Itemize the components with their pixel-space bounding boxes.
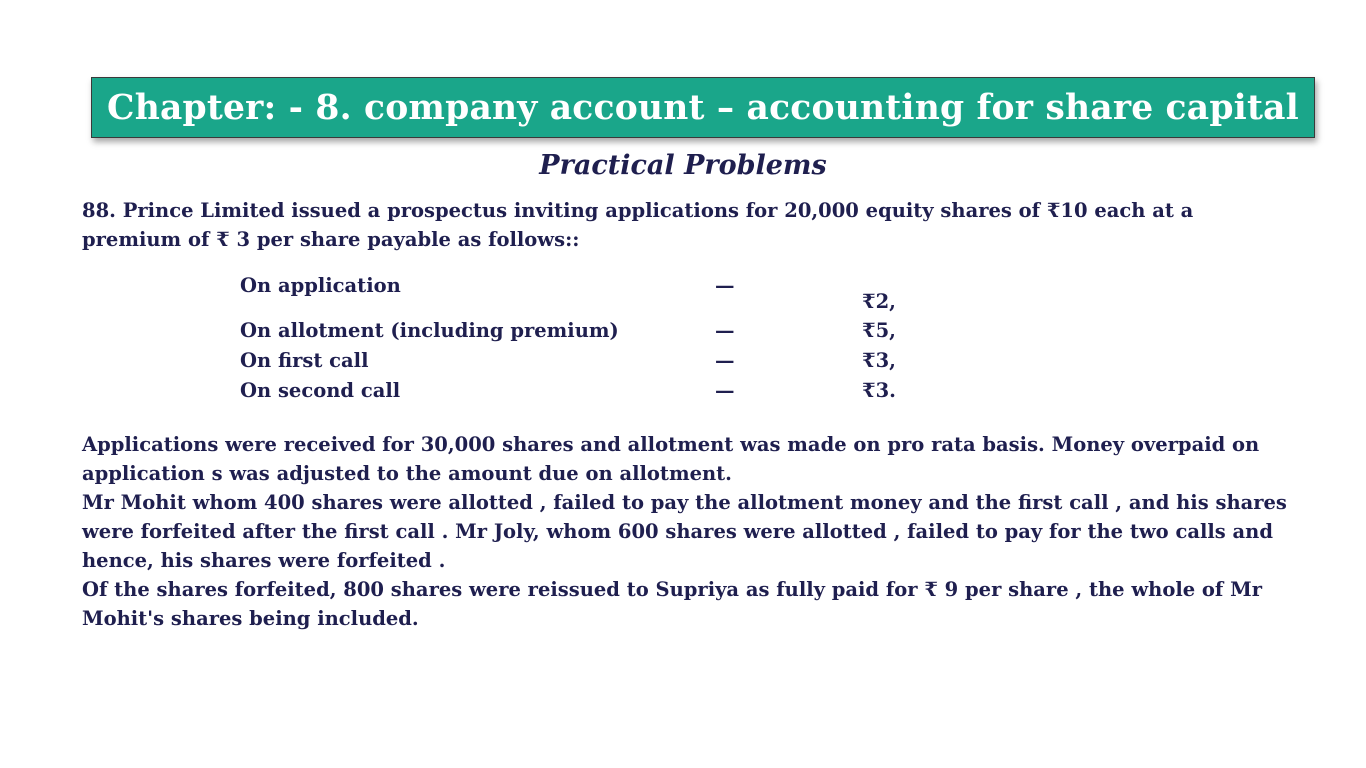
schedule-amount: ₹3, [862, 349, 896, 372]
schedule-dash: — [715, 274, 735, 297]
schedule-dash: — [715, 319, 735, 342]
schedule-label: On application [240, 274, 401, 297]
schedule-dash: — [715, 379, 735, 402]
problem-body [82, 430, 1297, 633]
schedule-row-application [240, 274, 940, 319]
paragraph-reissue: Of the shares forfeited, 800 shares were reissued to Supriya as fully paid for ₹ 9 per share , the whole of Mr Mohit's shares being included. [82, 578, 1262, 630]
section-subtitle: Practical Problems [539, 150, 827, 181]
schedule-row-allotment [240, 319, 940, 349]
schedule-label: On second call [240, 379, 401, 402]
schedule-row-second-call [240, 379, 940, 409]
paragraph-applications: Applications were received for 30,000 shares and allotment was made on pro rata basis. Money overpaid on application s was adjusted to the amount due on allotment. [82, 433, 1260, 485]
schedule-dash: — [715, 349, 735, 372]
schedule-amount: ₹5, [862, 319, 896, 342]
payment-schedule [240, 274, 940, 409]
schedule-amount: ₹2, [862, 290, 896, 313]
paragraph-forfeiture: Mr Mohit whom 400 shares were allotted , failed to pay the allotment money and the first call , and his shares were forfeited after the first call . Mr Joly, whom 600 shares were allotted , failed to pay for the two calls and hence, his shares were forfeited . [82, 491, 1287, 572]
problem-intro: 88. Prince Limited issued a prospectus inviting applications for 20,000 equity shares of ₹10 each at a premium of ₹ 3 per share payable as follows:: [82, 199, 1194, 251]
schedule-amount: ₹3. [862, 379, 896, 402]
chapter-banner [91, 77, 1315, 138]
schedule-label: On first call [240, 349, 369, 372]
schedule-row-first-call [240, 349, 940, 379]
chapter-title: Chapter: - 8. company account – accounting for share capital [107, 87, 1299, 128]
schedule-label: On allotment (including premium) [240, 319, 619, 342]
